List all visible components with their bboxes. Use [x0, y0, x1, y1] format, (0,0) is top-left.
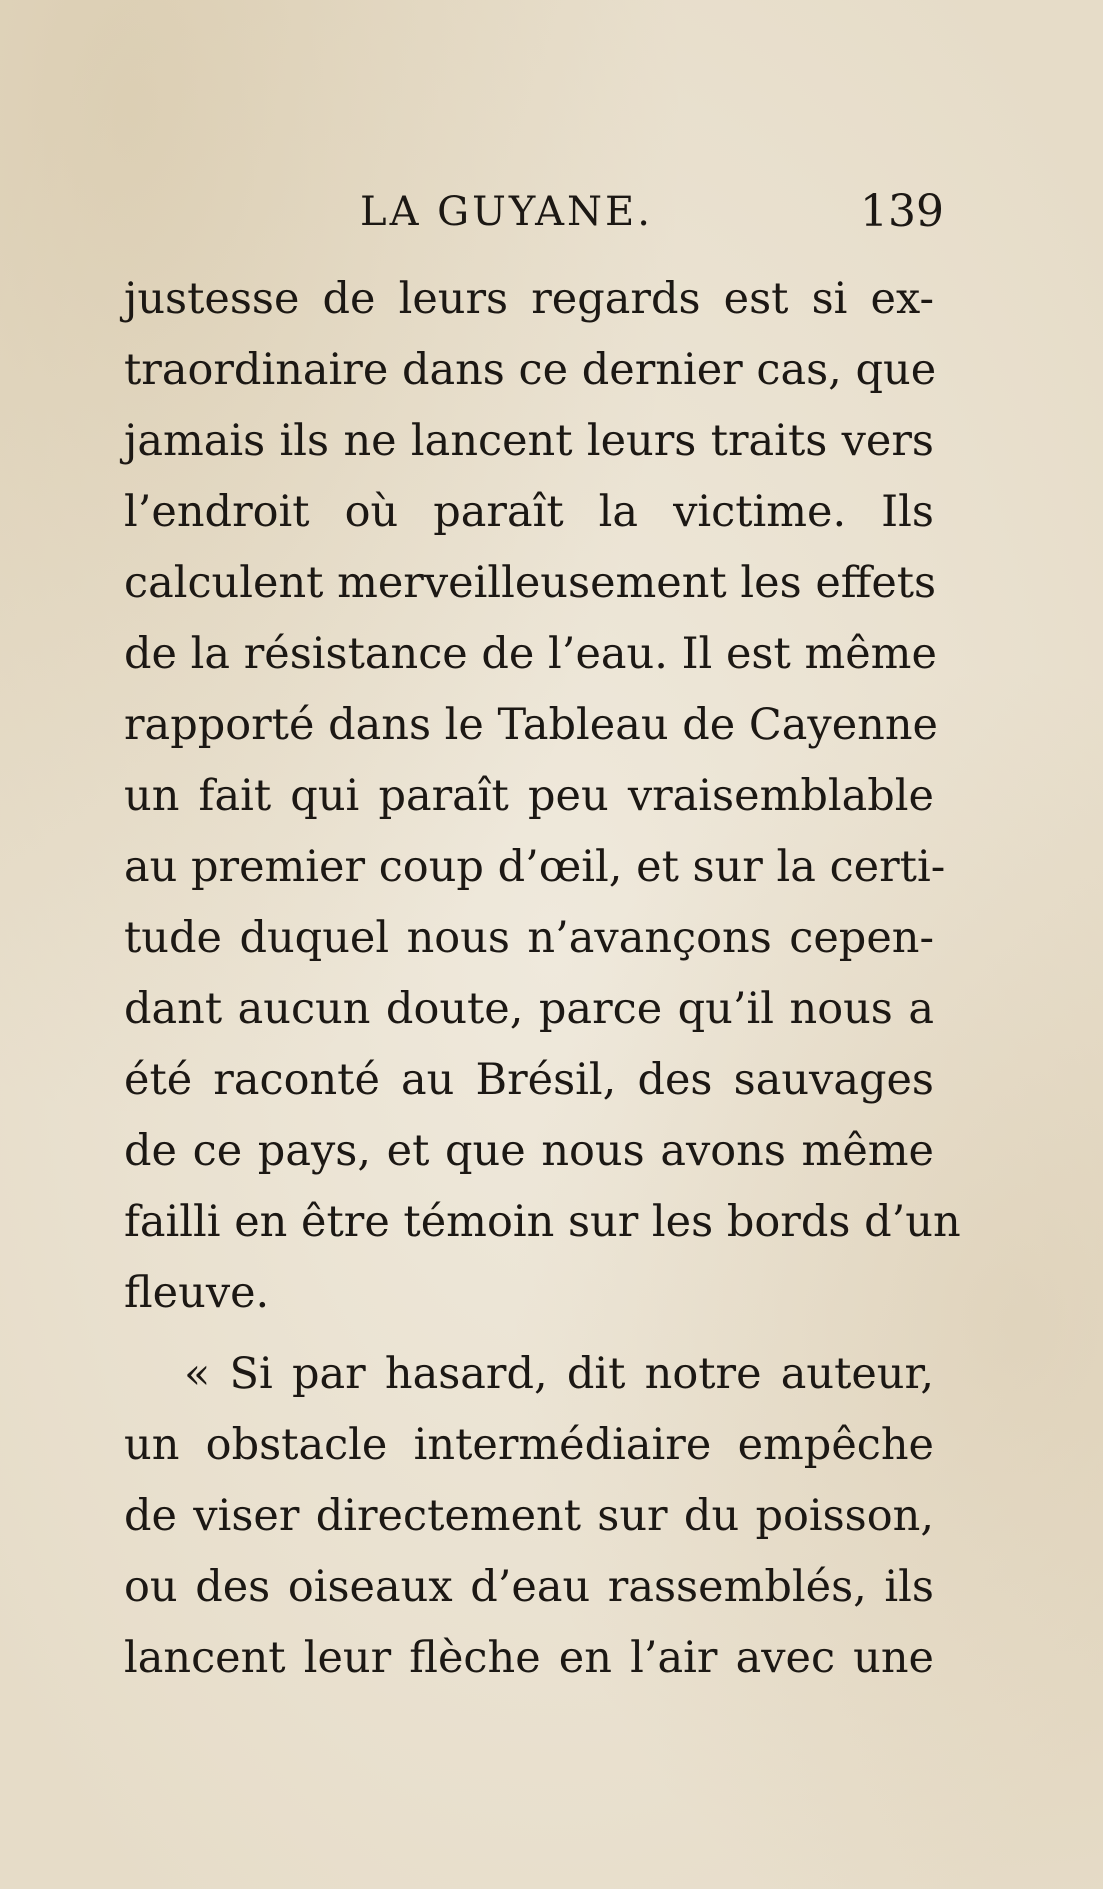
text-line: rapporté dans le Tableau de Cayenne [124, 700, 938, 750]
text-line: été raconté au Brésil, des sauvages [124, 1055, 934, 1105]
text-line: calculent merveilleusement les effets [124, 558, 937, 608]
text-line: de la résistance de l’eau. Il est même [124, 629, 937, 679]
text-line: tude duquel nous n’avançons cepen- [124, 913, 934, 963]
text-line: dant aucun doute, parce qu’il nous a [124, 984, 934, 1034]
text-line: de ce pays, et que nous avons même [124, 1126, 934, 1176]
text-line: « Si par hasard, dit notre auteur, [184, 1349, 934, 1399]
text-line: ou des oiseaux d’eau rassemblés, ils [124, 1562, 934, 1612]
text-line: fleuve. [124, 1268, 270, 1318]
page-number: 139 [860, 186, 944, 237]
text-line: l’endroit où paraît la victime. Ils [124, 487, 934, 537]
text-line: un obstacle intermédiaire empêche [124, 1420, 934, 1470]
text-line: lancent leur flèche en l’air avec une [124, 1633, 934, 1683]
text-line: justesse de leurs regards est si ex- [124, 274, 934, 324]
text-line: failli en être témoin sur les bords d’un [124, 1197, 961, 1247]
text-line: un fait qui paraît peu vraisemblable [124, 771, 934, 821]
text-line: de viser directement sur du poisson, [124, 1491, 934, 1541]
body-text [124, 264, 961, 1694]
running-title: LA GUYANE. [360, 189, 653, 235]
text-line: traordinaire dans ce dernier cas, que [124, 345, 937, 395]
text-line: au premier coup d’œil, et sur la certi- [124, 842, 946, 892]
text-line: jamais ils ne lancent leurs traits vers [124, 416, 934, 466]
